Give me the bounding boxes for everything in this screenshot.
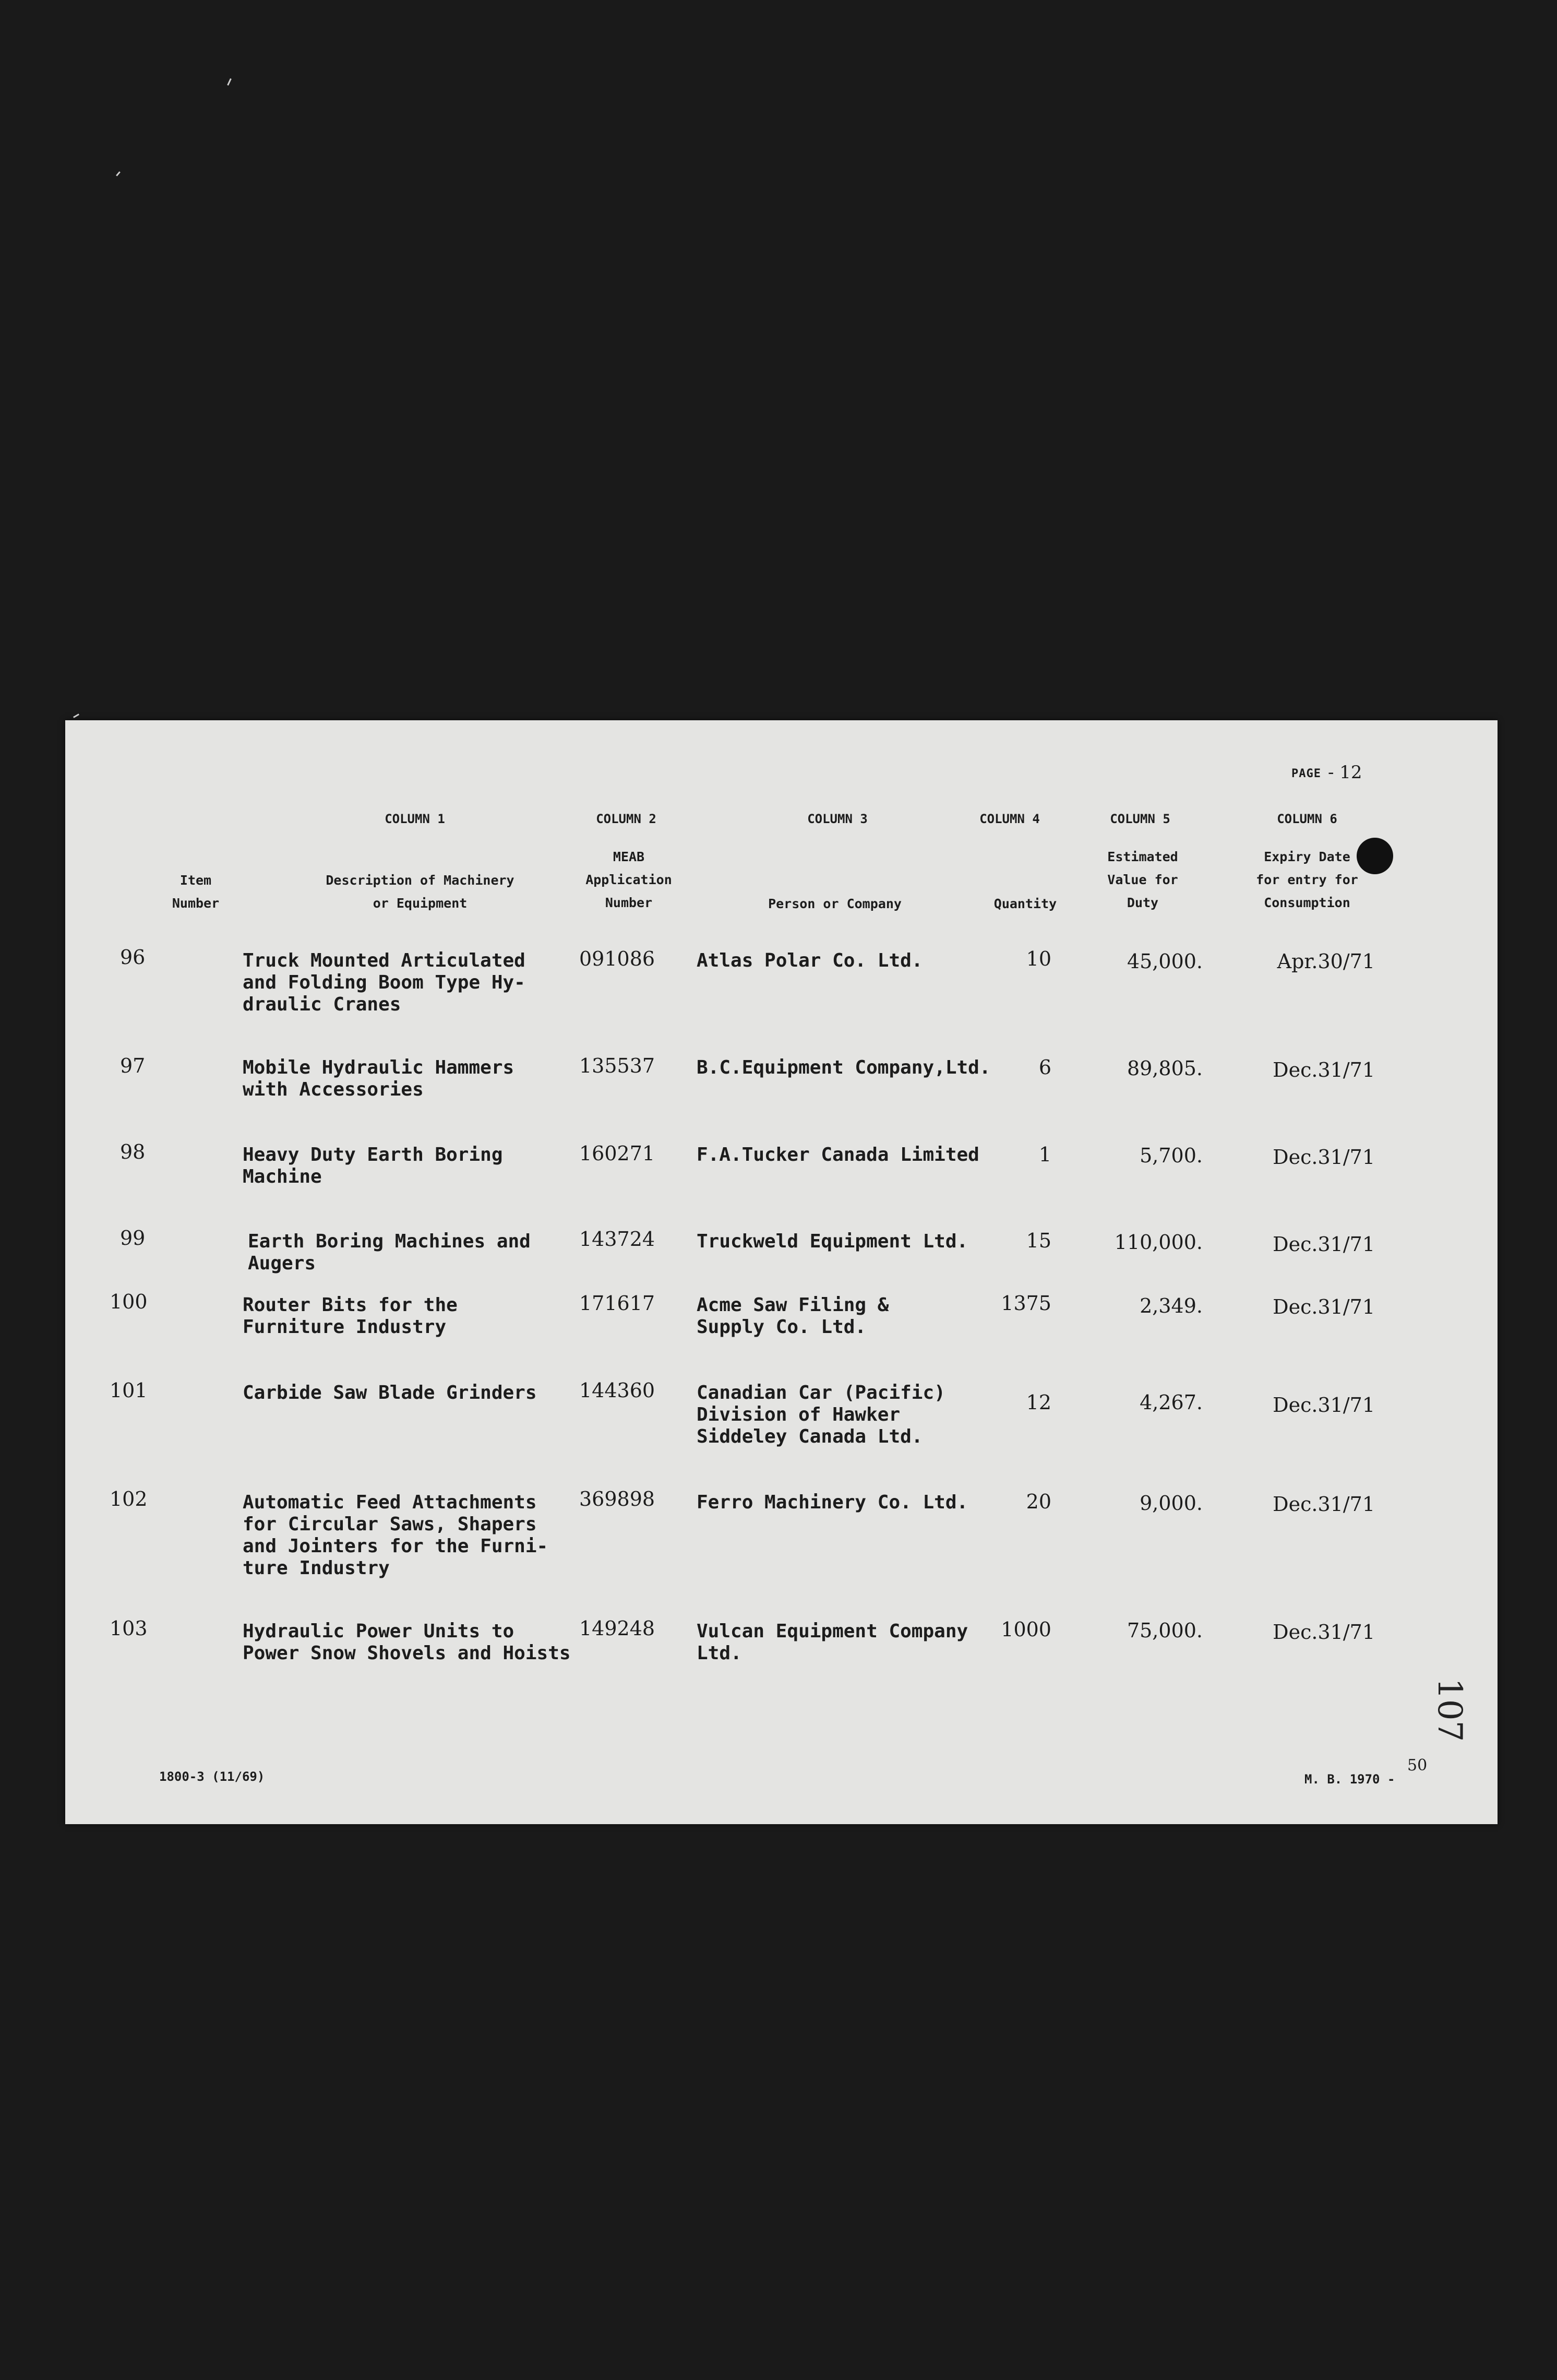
table-row-company: Truckweld Equipment Ltd. [697,1231,968,1252]
quantity-header: Quantity [993,896,1057,911]
table-row-expiry: Dec.31/71 [1273,1233,1375,1256]
table-row-quantity: 1 [1038,1143,1051,1166]
table-row-expiry: Dec.31/71 [1273,1058,1375,1081]
table-row-item-number: 99 [120,1227,146,1250]
table-row-quantity: 10 [1026,947,1051,970]
table-row-expiry: Dec.31/71 [1273,1146,1375,1169]
table-row-description: Automatic Feed Attachments for Circular Saws, Shapers and Jointers for the Furni- ture Industry [243,1492,548,1579]
table-row-expiry: Dec.31/71 [1273,1295,1375,1318]
table-row-item-number: 96 [120,946,146,969]
table-row-item-number: 102 [110,1487,148,1510]
table-row-company: Ferro Machinery Co. Ltd. [697,1492,968,1513]
table-row-quantity: 20 [1026,1490,1051,1513]
item-number-header: Item Number [172,873,220,911]
table-row-item-number: 98 [120,1140,146,1163]
table-row-expiry: Apr.30/71 [1277,950,1375,973]
table-row-application-number: 171617 [579,1292,655,1315]
document-sheet [65,720,1498,1824]
page-number: - 12 [1328,762,1362,783]
footer-print-code: M. B. 1970 - [1304,1772,1395,1787]
table-row-description: Carbide Saw Blade Grinders [243,1382,537,1403]
table-row-description: Mobile Hydraulic Hammers with Accessories [243,1057,514,1100]
table-row-description: Router Bits for the Furniture Industry [243,1294,458,1338]
column-1-label: COLUMN 1 [385,812,445,826]
table-row-description: Heavy Duty Earth Boring Machine [243,1144,503,1187]
table-row-description: Earth Boring Machines and Augers [248,1231,531,1274]
form-number: 1800-3 (11/69) [159,1769,265,1784]
table-row-item-number: 103 [110,1617,148,1640]
table-row-application-number: 144360 [579,1379,655,1402]
table-row-quantity: 1000 [1001,1618,1051,1641]
expiry-date-header: Expiry Date for entry for Consumption [1256,849,1358,910]
table-row-value: 110,000. [1114,1231,1203,1254]
column-4-label: COLUMN 4 [979,812,1040,826]
table-row-expiry: Dec.31/71 [1273,1493,1375,1516]
film-speck [73,713,79,718]
table-row-company: Acme Saw Filing & Supply Co. Ltd. [697,1294,889,1338]
table-row-item-number: 100 [110,1290,148,1313]
column-5-label: COLUMN 5 [1110,812,1170,826]
side-stamp-number: 107 [1430,1678,1469,1742]
table-row-value: 4,267. [1140,1391,1203,1414]
table-row-application-number: 369898 [579,1487,655,1510]
description-header: Description of Machinery or Equipment [326,873,514,911]
film-speck [227,78,232,86]
film-speck [116,171,121,176]
table-row-quantity: 12 [1026,1391,1051,1414]
column-3-label: COLUMN 3 [807,812,868,826]
estimated-value-header: Estimated Value for Duty [1107,849,1178,910]
table-row-value: 89,805. [1127,1057,1203,1080]
table-row-company: Atlas Polar Co. Ltd. [697,950,923,971]
table-row-company: Vulcan Equipment Company Ltd. [697,1621,968,1664]
table-row-description: Truck Mounted Articulated and Folding Boom Type Hy- draulic Cranes [243,950,525,1015]
column-2-label: COLUMN 2 [596,812,656,826]
table-row-expiry: Dec.31/71 [1273,1394,1375,1417]
table-row-description: Hydraulic Power Units to Power Snow Shovels and Hoists [243,1621,571,1664]
table-row-value: 45,000. [1127,950,1203,973]
table-row-company: Canadian Car (Pacific) Division of Hawker Siddeley Canada Ltd. [697,1382,945,1447]
table-row-quantity: 6 [1038,1056,1051,1079]
table-row-quantity: 1375 [1001,1292,1051,1315]
table-row-company: F.A.Tucker Canada Limited [697,1144,979,1165]
table-row-item-number: 97 [120,1054,146,1077]
table-row-value: 9,000. [1140,1492,1203,1515]
footer-print-code-superscript: 50 [1407,1756,1428,1775]
table-row-expiry: Dec.31/71 [1273,1621,1375,1644]
table-row-application-number: 135537 [579,1054,655,1077]
column-6-label: COLUMN 6 [1277,812,1337,826]
table-row-application-number: 091086 [579,947,655,970]
page-label: PAGE [1291,767,1321,780]
person-company-header: Person or Company [768,896,902,911]
table-row-application-number: 160271 [579,1142,655,1165]
table-row-value: 2,349. [1140,1294,1203,1317]
table-row-application-number: 143724 [579,1228,655,1251]
table-row-value: 5,700. [1140,1144,1203,1167]
table-row-application-number: 149248 [579,1617,655,1640]
table-row-value: 75,000. [1127,1619,1203,1642]
table-row-company: B.C.Equipment Company,Ltd. [697,1057,991,1078]
application-number-header: MEAB Application Number [585,849,672,910]
table-row-item-number: 101 [110,1379,148,1402]
table-row-quantity: 15 [1026,1229,1051,1252]
